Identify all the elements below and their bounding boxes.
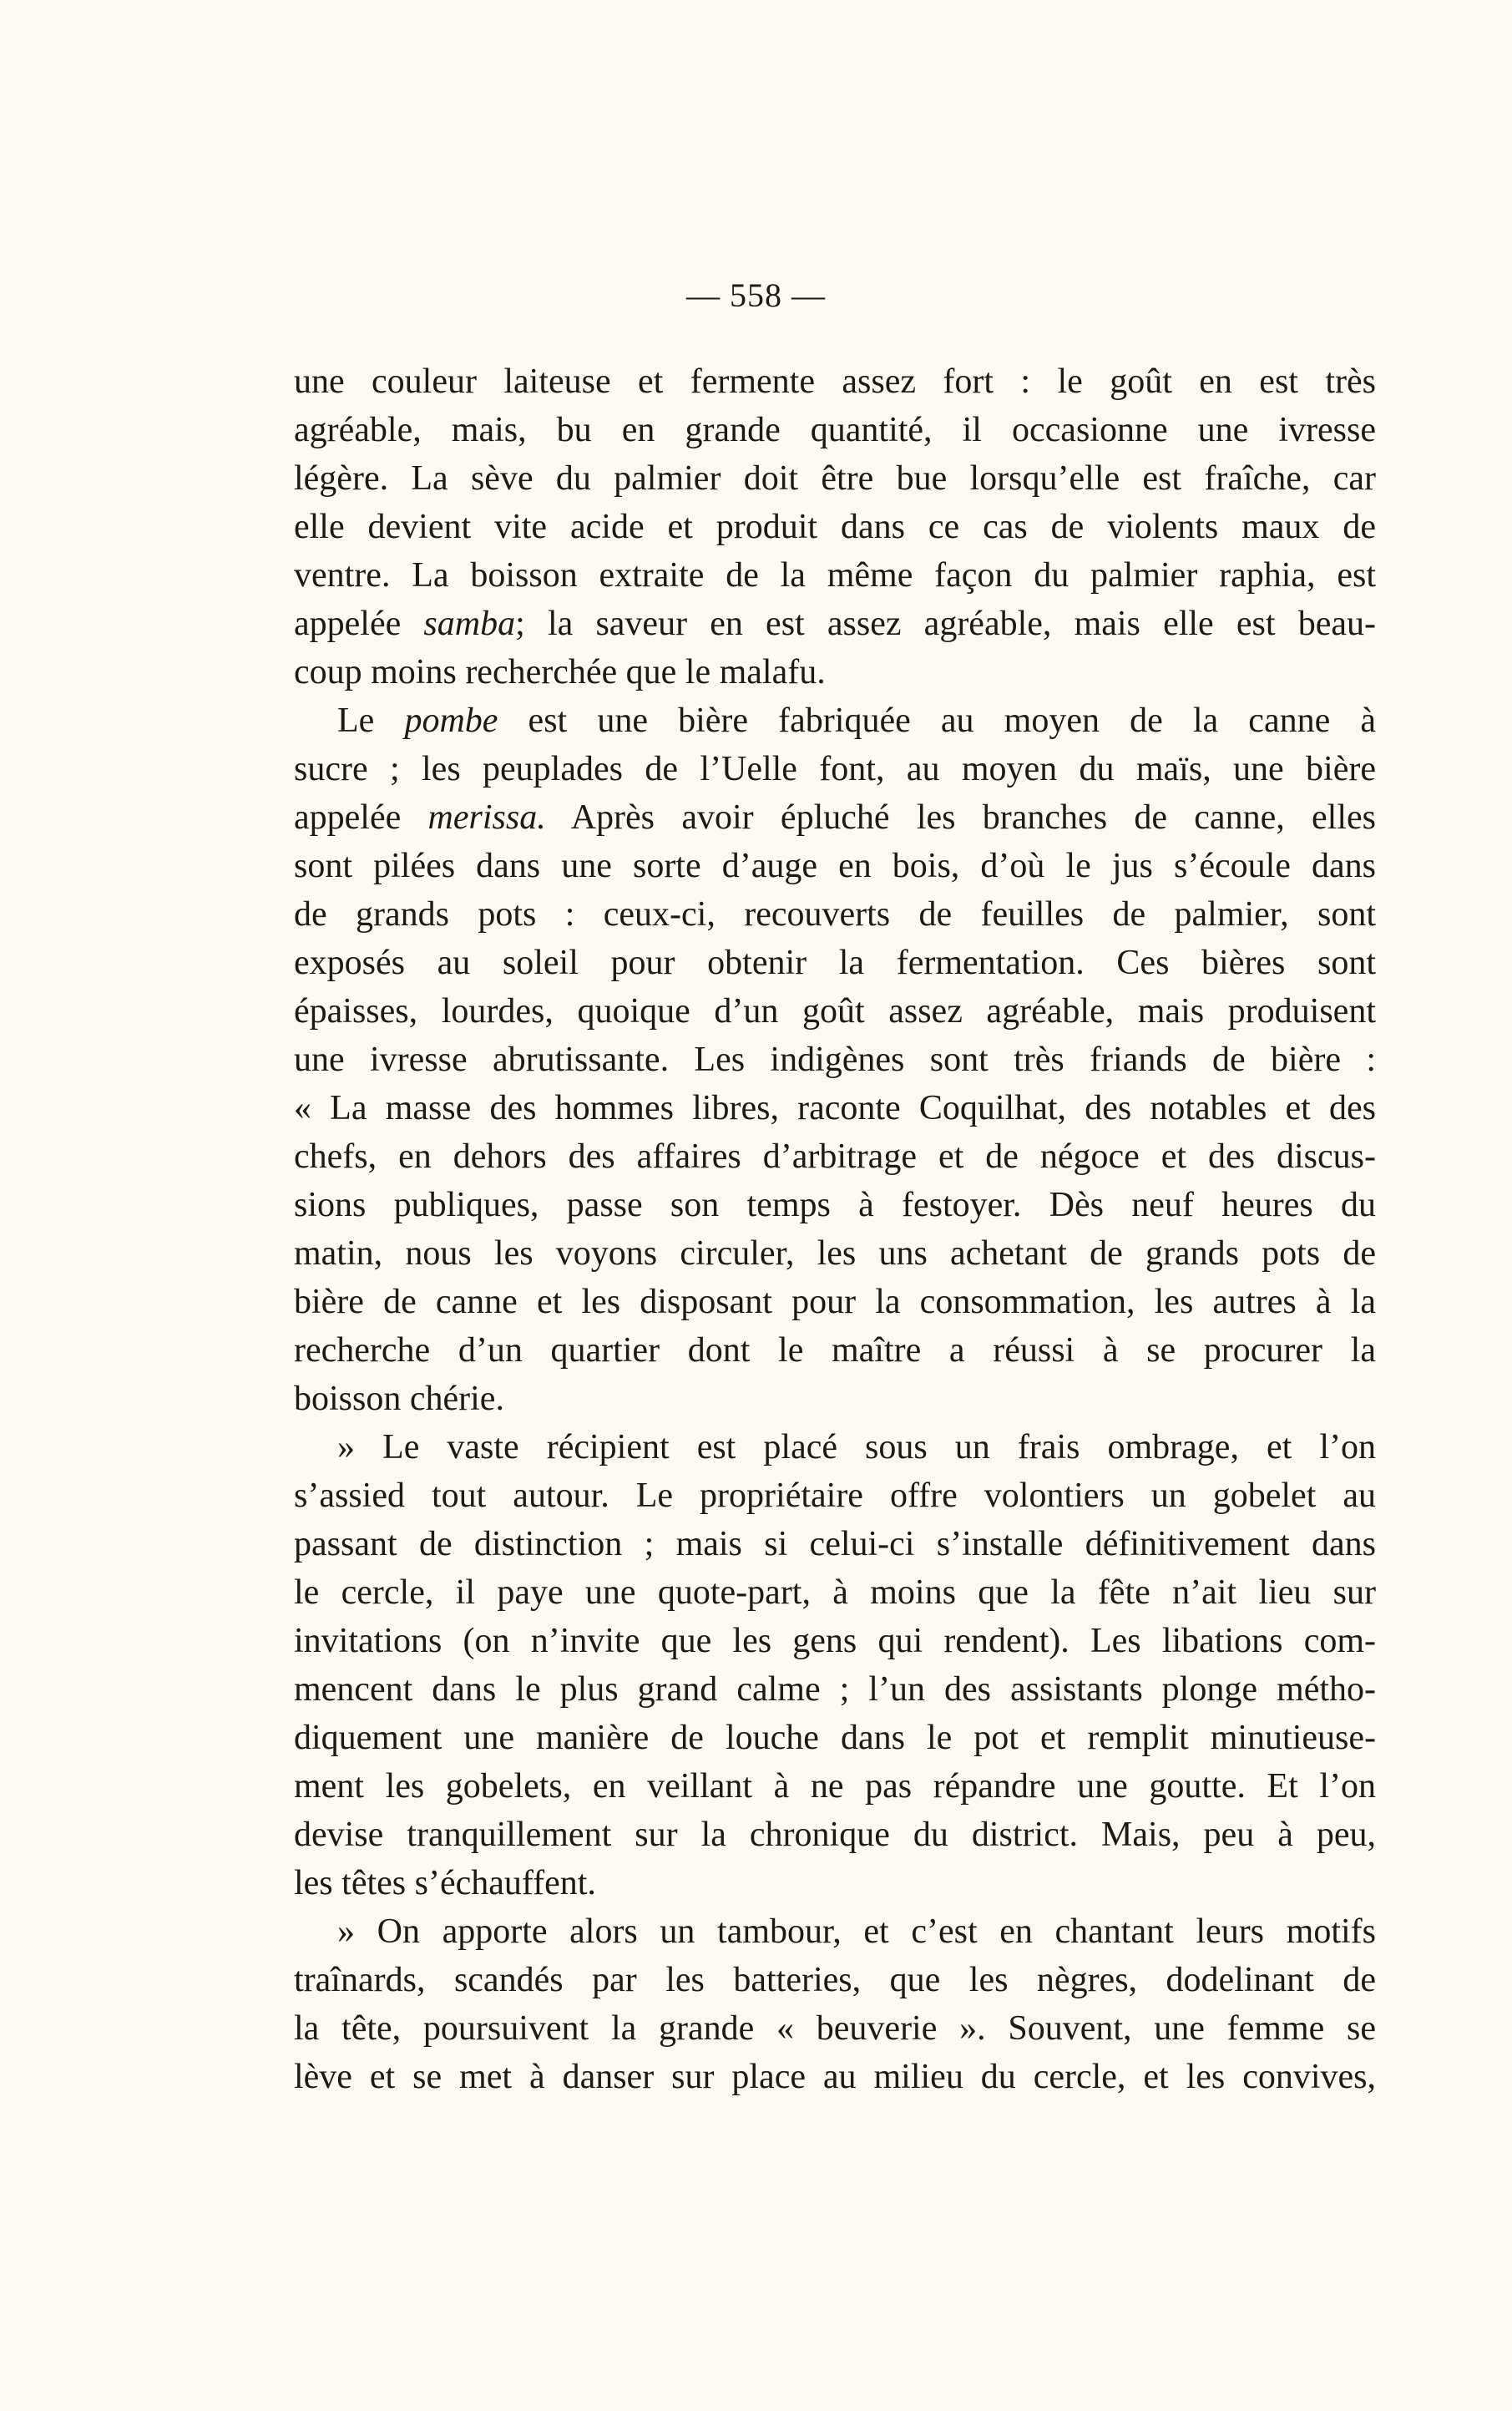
text-segment: appelée [294,605,424,643]
italic-term: pombe [404,702,498,740]
text-line: » Le vaste récipient est placé sous un frais ombrage, et l’on [337,1428,1376,1466]
text-line: épaisses, lourdes, quoique d’un goût assez agréable, mais produisent [294,992,1376,1031]
text-line [294,600,1376,648]
text-line: matin, nous les voyons circuler, les uns achetant de grands pots de [294,1234,1376,1273]
text-line: légère. La sève du palmier doit être bue lorsqu’elle est fraîche, car [294,459,1376,498]
page-number: — 558 — [686,276,826,314]
text-line: ment les gobelets, en veillant à ne pas répandre une goutte. Et l’on [294,1767,1376,1806]
text-line: mencent dans le plus grand calme ; l’un des assistants plonge métho- [294,1670,1376,1709]
text-line: de grands pots : ceux-ci, recouverts de feuilles de palmier, sont [294,895,1376,934]
text-line: une couleur laiteuse et fermente assez fort : le goût en est très [294,362,1376,401]
text-line: sions publiques, passe son temps à festoyer. Dès neuf heures du [294,1186,1376,1224]
text-line: sont pilées dans une sorte d’auge en bois, d’où le jus s’écoule dans [294,847,1376,885]
text-line: devise tranquillement sur la chronique du district. Mais, peu à peu, [294,1816,1376,1854]
text-line: » On apporte alors un tambour, et c’est en chantant leurs motifs [337,1912,1376,1951]
text-line: elle devient vite acide et produit dans ce cas de violents maux de [294,508,1376,546]
text-line: exposés au soleil pour obtenir la fermentation. Ces bières sont [294,944,1376,982]
text-line: boisson chérie. [294,1380,504,1418]
text-line: le cercle, il paye une quote-part, à moins que la fête n’ait lieu sur [294,1573,1376,1612]
text-line: invitations (on n’invite que les gens qui rendent). Les libations com- [294,1622,1376,1660]
text-line: chefs, en dehors des affaires d’arbitrage et de négoce et des discus- [294,1137,1376,1176]
text-segment: Après avoir épluché les branches de canne, elles [545,798,1376,837]
text-line: diquement une manière de louche dans le pot et remplit minutieuse- [294,1719,1376,1757]
text-line: sucre ; les peuplades de l’Uelle font, au moyen du maïs, une bière [294,750,1376,788]
text-line: passant de distinction ; mais si celui-ci s’installe définitivement dans [294,1525,1376,1563]
text-segment: appelée [294,798,428,837]
text-line: ventre. La boisson extraite de la même façon du palmier raphia, est [294,556,1376,595]
text-line: les têtes s’échauffent. [294,1864,596,1902]
text-line: traînards, scandés par les batteries, que les nègres, dodelinant de [294,1961,1376,1999]
text-line: s’assied tout autour. Le propriétaire offre volontiers un gobelet au [294,1476,1376,1515]
text-segment: est une bière fabriquée au moyen de la canne à [498,702,1377,740]
text-line: « La masse des hommes libres, raconte Coquilhat, des notables et des [294,1089,1376,1127]
text-line [294,793,1376,842]
italic-term: samba [423,605,516,643]
text-line: une ivresse abrutissante. Les indigènes sont très friands de bière : [294,1041,1376,1079]
text-line: bière de canne et les disposant pour la consommation, les autres à la [294,1283,1376,1321]
text-line: recherche d’un quartier dont le maître a réussi à se procurer la [294,1331,1376,1370]
text-line: la tête, poursuivent la grande « beuverie ». Souvent, une femme se [294,2009,1376,2048]
text-line [294,696,1376,745]
text-line: agréable, mais, bu en grande quantité, il occasionne une ivresse [294,411,1376,449]
body-text [294,357,1376,2101]
text-segment: Le [337,702,405,740]
italic-term: merissa. [427,798,546,837]
text-segment: ; la saveur en est assez agréable, mais elle est beau- [515,605,1376,643]
text-line: coup moins recherchée que le malafu. [294,653,826,691]
text-line: lève et se met à danser sur place au milieu du cercle, et les convives, [294,2058,1376,2096]
